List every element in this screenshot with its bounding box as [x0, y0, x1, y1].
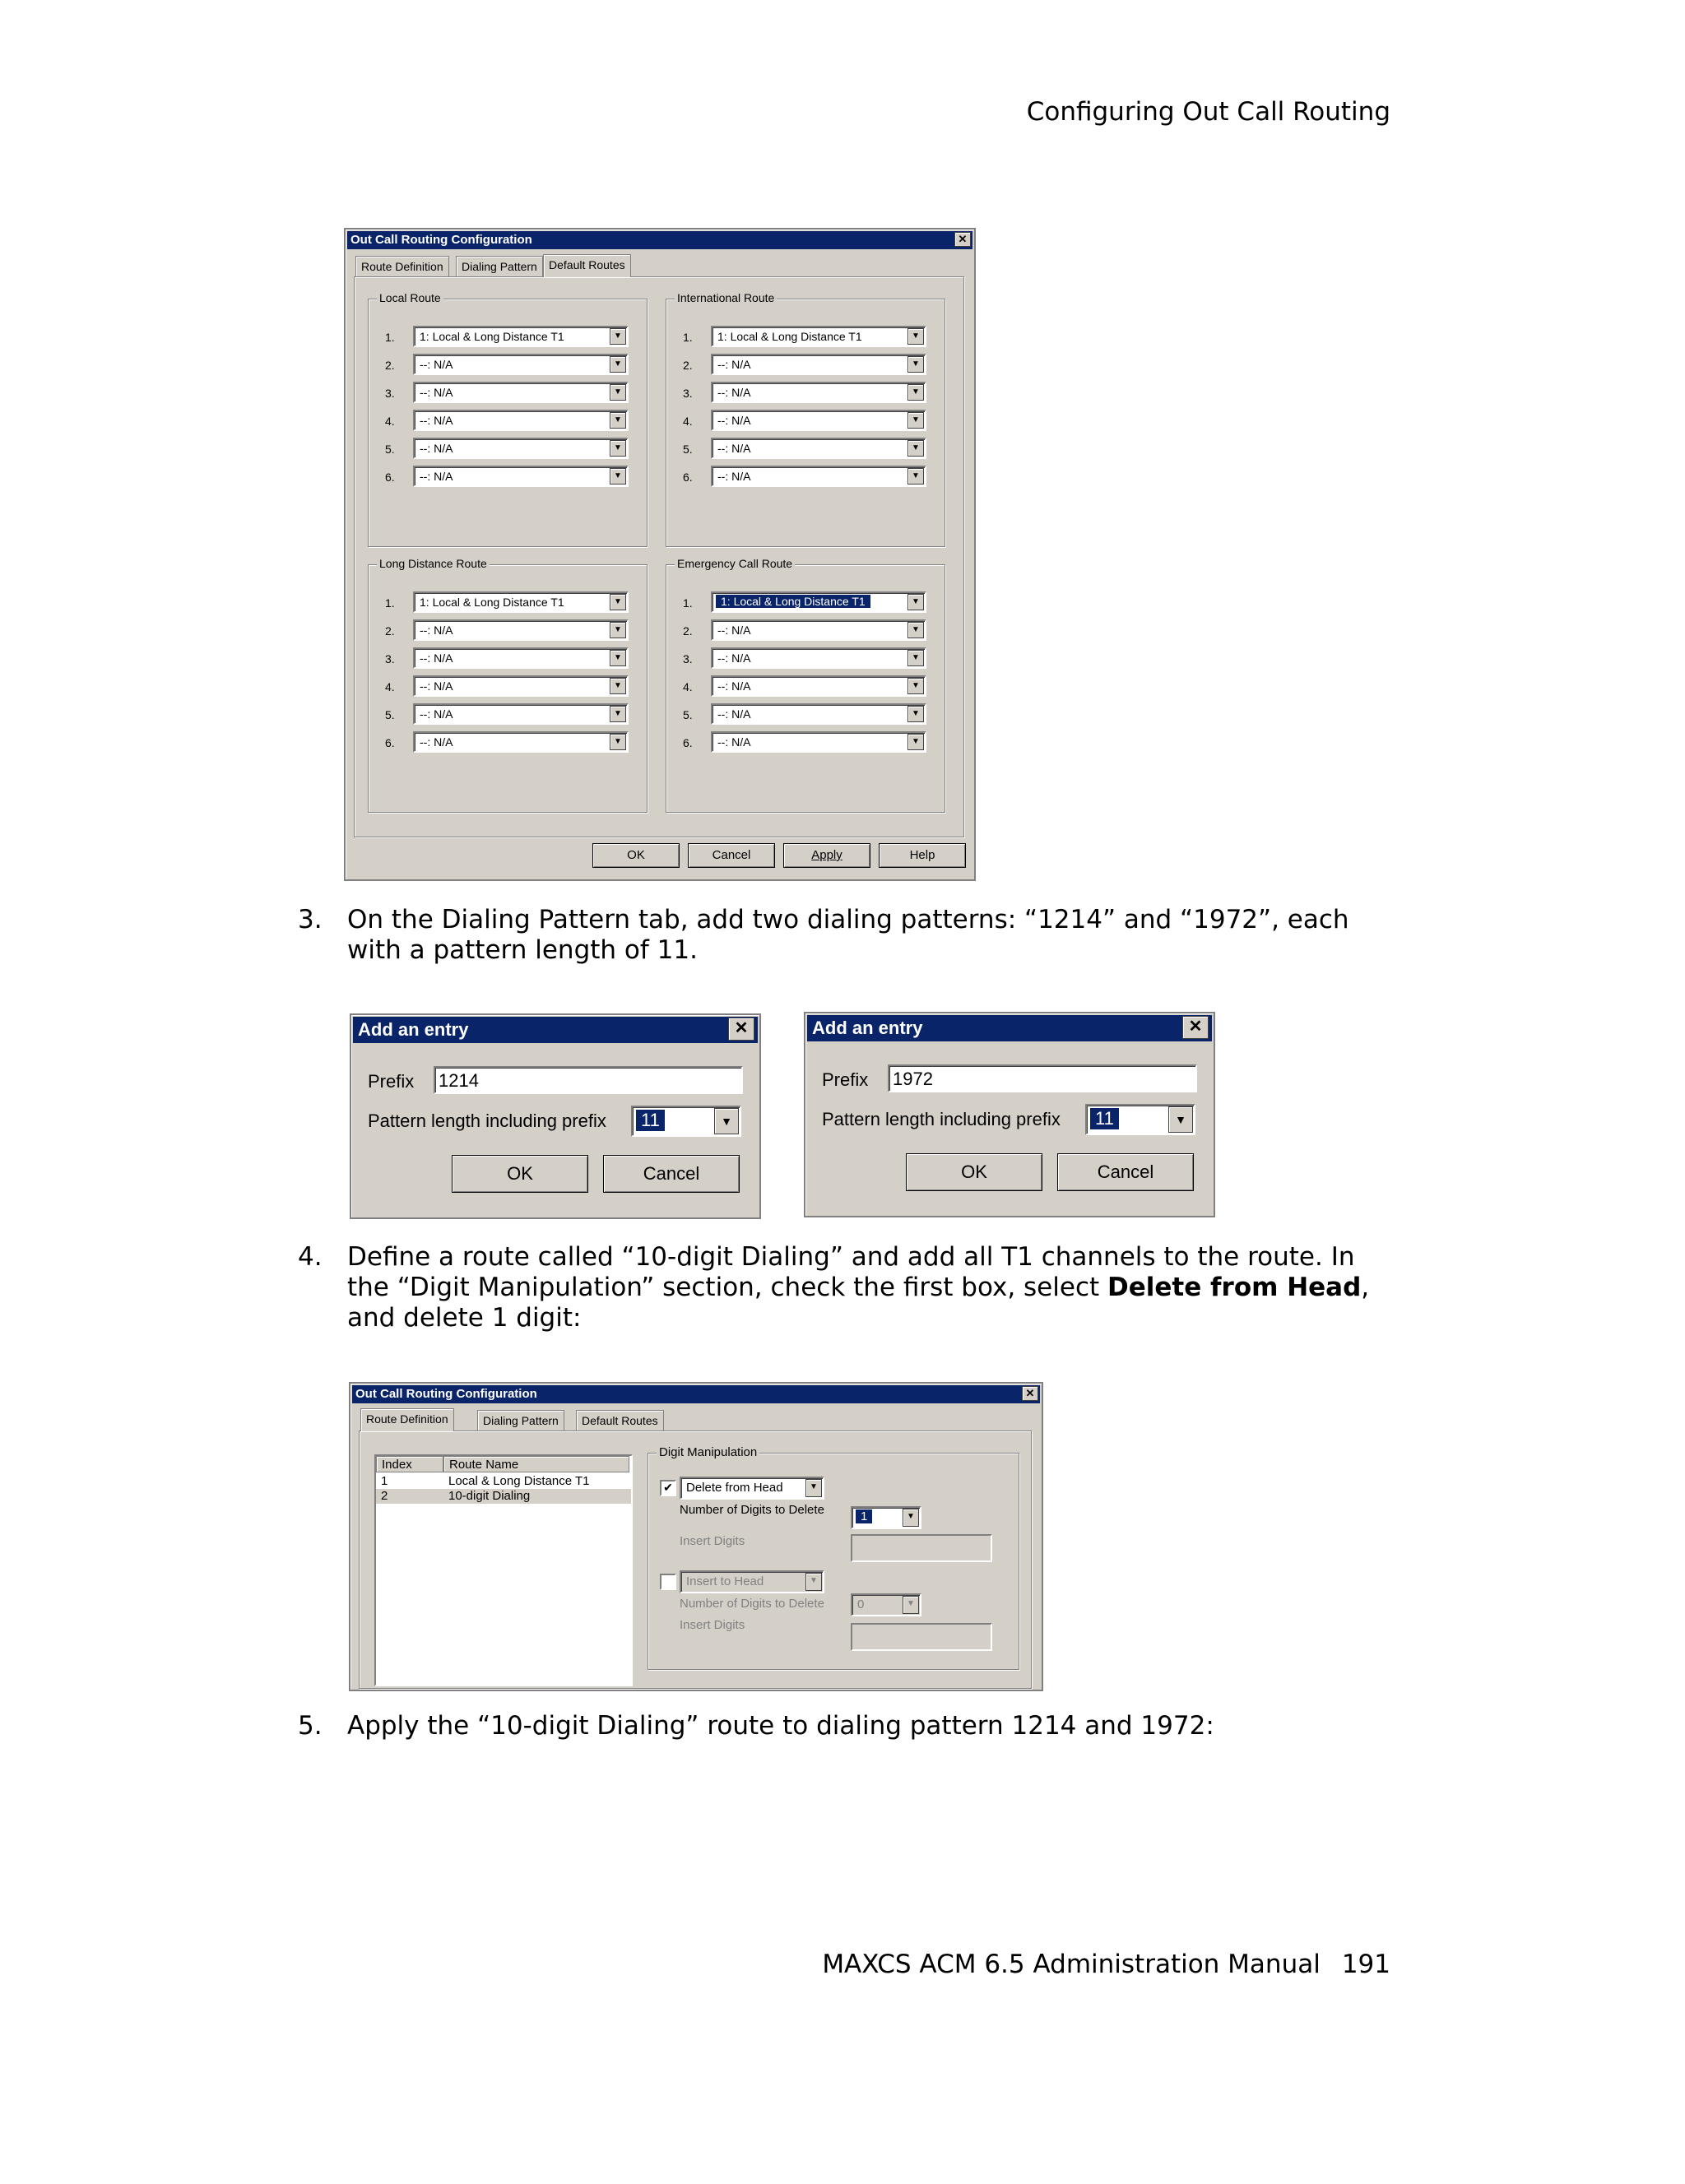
tab-strip	[354, 254, 979, 277]
chevron-down-icon[interactable]: ▼	[610, 440, 626, 457]
prefix-input[interactable]: 1972	[888, 1064, 1197, 1092]
tab-default-routes[interactable]: Default Routes	[576, 1410, 664, 1430]
route-select-value: 1: Local & Long Distance T1	[420, 596, 564, 609]
insert-digits-input-2[interactable]	[851, 1623, 992, 1651]
route-row	[369, 703, 640, 725]
chevron-down-icon[interactable]: ▼	[610, 412, 626, 429]
chevron-down-icon[interactable]: ▼	[1168, 1106, 1193, 1133]
row-route-name: 10-digit Dialing	[448, 1489, 531, 1503]
out-call-routing-dialog-route-definition	[349, 1382, 1043, 1691]
chevron-down-icon[interactable]: ▼	[907, 622, 924, 638]
chevron-down-icon[interactable]: ▼	[907, 356, 924, 373]
route-select[interactable]	[711, 354, 926, 375]
route-select[interactable]	[413, 591, 629, 613]
help-button[interactable]: Help	[879, 843, 966, 868]
row-number: 4.	[385, 680, 395, 693]
route-select-value: 1: Local & Long Distance T1	[420, 330, 564, 343]
column-header-route-name[interactable]: Route Name	[443, 1456, 629, 1472]
row-number: 3.	[683, 387, 693, 400]
insert-digits-label: Insert Digits	[680, 1618, 745, 1632]
digit-manipulation-checkbox-1[interactable]	[660, 1480, 676, 1496]
footer-title: MAXCS ACM 6.5 Administration Manual	[822, 1950, 1321, 1979]
route-select-value: --: N/A	[717, 470, 751, 483]
tab-default-routes[interactable]: Default Routes	[543, 254, 631, 277]
num-digits-select-2[interactable]	[851, 1593, 921, 1616]
route-select[interactable]	[413, 438, 629, 459]
dialog-title: Add an entry	[812, 1018, 923, 1038]
chevron-down-icon[interactable]: ▼	[903, 1509, 919, 1527]
tab-route-definition[interactable]: Route Definition	[360, 1408, 454, 1431]
row-number: 5.	[385, 443, 395, 456]
route-row	[369, 591, 640, 613]
chevron-down-icon[interactable]: ▼	[610, 328, 626, 345]
dialog-title-bar	[352, 1385, 1040, 1403]
route-select[interactable]	[413, 619, 629, 641]
route-select[interactable]	[413, 675, 629, 697]
row-number: 1.	[683, 596, 693, 610]
route-select-value: --: N/A	[420, 386, 453, 399]
route-row	[666, 675, 938, 697]
pattern-length-select[interactable]	[631, 1106, 741, 1137]
chevron-down-icon[interactable]: ▼	[610, 594, 626, 610]
route-select[interactable]	[413, 354, 629, 375]
step-text: Apply the “10-digit Dialing” route to dialing pattern 1214 and 1972:	[347, 1711, 1214, 1741]
chevron-down-icon[interactable]: ▼	[907, 468, 924, 485]
num-digits-label: Number of Digits to Delete	[680, 1597, 824, 1611]
out-call-routing-dialog-default-routes	[344, 228, 976, 881]
pattern-length-label: Pattern length including prefix	[822, 1109, 1061, 1129]
route-row	[369, 354, 640, 375]
close-icon[interactable]: ✕	[1182, 1016, 1209, 1039]
close-icon[interactable]: ✕	[1022, 1386, 1038, 1401]
row-number: 6.	[683, 736, 693, 749]
num-digits-label: Number of Digits to Delete	[680, 1503, 824, 1517]
chevron-down-icon[interactable]: ▼	[610, 622, 626, 638]
route-row	[666, 438, 938, 459]
route-row	[369, 410, 640, 431]
international-route-group	[666, 291, 945, 547]
route-select-value: --: N/A	[717, 386, 751, 399]
pattern-length-select[interactable]	[1085, 1104, 1195, 1135]
route-select-value: --: N/A	[717, 679, 751, 693]
route-row	[666, 382, 938, 403]
num-digits-select[interactable]	[851, 1506, 921, 1529]
route-select-value: --: N/A	[717, 707, 751, 721]
tab-strip	[359, 1408, 1042, 1431]
step-text-bold: Delete from Head	[1107, 1273, 1362, 1302]
group-label: Local Route	[377, 291, 443, 304]
route-select-value: --: N/A	[420, 414, 453, 427]
add-entry-dialog-1214	[350, 1013, 761, 1219]
step-text-part: Define a route called “10-digit Dialing” and add all T1 channels to the route. In the “Digit Manipulation” section, check the first box, select	[347, 1242, 1355, 1302]
chevron-down-icon[interactable]: ▼	[610, 356, 626, 373]
route-select[interactable]	[711, 591, 926, 613]
chevron-down-icon[interactable]: ▼	[907, 440, 924, 457]
chevron-down-icon[interactable]: ▼	[610, 650, 626, 666]
add-entry-dialog-1972	[804, 1012, 1215, 1217]
dialog-title-bar	[353, 1017, 758, 1043]
chevron-down-icon[interactable]: ▼	[714, 1108, 739, 1134]
dialog-title-bar	[347, 231, 972, 249]
route-row	[369, 438, 640, 459]
row-number: 3.	[385, 652, 395, 665]
route-row	[666, 703, 938, 725]
step-text	[347, 1242, 1392, 1333]
emergency-call-route-group	[666, 557, 945, 813]
prefix-label: Prefix	[368, 1071, 415, 1092]
route-select[interactable]	[711, 326, 926, 347]
step-text-part: , and delete 1 digit:	[347, 1273, 1370, 1333]
row-number: 4.	[683, 680, 693, 693]
route-select[interactable]	[413, 382, 629, 403]
pattern-length-value: 11	[636, 1110, 665, 1131]
cancel-button[interactable]: Cancel	[688, 843, 775, 868]
tab-route-definition[interactable]: Route Definition	[355, 256, 449, 276]
manipulation-mode-value: Delete from Head	[686, 1481, 783, 1495]
page-header-title: Configuring Out Call Routing	[1026, 97, 1390, 127]
route-list[interactable]	[374, 1454, 633, 1686]
manipulation-mode-select-2[interactable]	[680, 1570, 824, 1593]
insert-digits-input[interactable]	[851, 1534, 992, 1562]
route-select-value: --: N/A	[420, 442, 453, 455]
num-digits-value: 0	[857, 1597, 865, 1611]
row-number: 4.	[683, 415, 693, 428]
route-select-value: --: N/A	[717, 414, 751, 427]
route-select[interactable]	[413, 731, 629, 753]
route-row	[369, 326, 640, 347]
page-number: 191	[1341, 1950, 1390, 1979]
row-number: 1.	[385, 331, 395, 344]
route-row	[666, 619, 938, 641]
digit-manipulation-group	[648, 1445, 1019, 1670]
row-number: 6.	[385, 471, 395, 484]
ok-button[interactable]: OK	[452, 1155, 588, 1193]
route-row	[369, 382, 640, 403]
column-header-index[interactable]: Index	[376, 1456, 443, 1472]
close-icon[interactable]: ✕	[728, 1018, 754, 1041]
route-select[interactable]	[711, 675, 926, 697]
chevron-down-icon[interactable]: ▼	[907, 650, 924, 666]
chevron-down-icon[interactable]: ▼	[903, 1596, 919, 1614]
route-row	[369, 619, 640, 641]
route-select[interactable]	[711, 647, 926, 669]
route-row	[369, 647, 640, 669]
route-select[interactable]	[413, 647, 629, 669]
num-digits-value: 1	[856, 1509, 872, 1523]
route-row	[666, 466, 938, 487]
route-select-value: --: N/A	[717, 358, 751, 371]
long-distance-route-group	[368, 557, 648, 813]
route-row	[666, 647, 938, 669]
route-row	[666, 326, 938, 347]
route-select[interactable]	[413, 466, 629, 487]
step-number: 5.	[298, 1711, 323, 1741]
step-text: On the Dialing Pattern tab, add two dialing patterns: “1214” and “1972”, each with a pattern length of 11.	[347, 905, 1349, 965]
route-row	[369, 731, 640, 753]
prefix-input[interactable]: 1214	[434, 1066, 743, 1094]
manipulation-mode-select-1[interactable]	[680, 1477, 824, 1500]
group-label: Digit Manipulation	[657, 1445, 759, 1459]
apply-label: Apply	[811, 848, 842, 862]
row-number: 5.	[683, 708, 693, 721]
dialog-title: Out Call Routing Configuration	[350, 233, 532, 247]
step-number: 4.	[298, 1242, 323, 1272]
route-select-value: --: N/A	[717, 651, 751, 665]
route-row	[666, 731, 938, 753]
cancel-button[interactable]: Cancel	[1057, 1153, 1194, 1191]
group-label: Long Distance Route	[377, 557, 490, 570]
apply-button[interactable]	[783, 843, 870, 868]
group-label: International Route	[675, 291, 777, 304]
manipulation-mode-value: Insert to Head	[686, 1574, 764, 1588]
row-number: 5.	[385, 708, 395, 721]
route-select-value: --: N/A	[420, 651, 453, 665]
row-route-name: Local & Long Distance T1	[448, 1474, 590, 1488]
dialog-title-bar	[807, 1015, 1212, 1041]
route-select-value: --: N/A	[420, 358, 453, 371]
ok-button[interactable]: OK	[906, 1153, 1042, 1191]
chevron-down-icon[interactable]: ▼	[610, 706, 626, 722]
route-select-value: --: N/A	[717, 442, 751, 455]
row-index: 2	[381, 1489, 388, 1503]
table-row[interactable]	[376, 1474, 631, 1489]
row-number: 3.	[683, 652, 693, 665]
tab-panel	[354, 276, 964, 837]
route-select-value: 1: Local & Long Distance T1	[717, 330, 862, 343]
row-number: 2.	[385, 359, 395, 372]
row-number: 2.	[385, 624, 395, 638]
pattern-length-value: 11	[1090, 1108, 1119, 1129]
route-row	[666, 410, 938, 431]
local-route-group	[368, 291, 648, 547]
page-footer	[822, 1950, 1390, 1979]
route-select-value: --: N/A	[420, 470, 453, 483]
chevron-down-icon[interactable]: ▼	[907, 678, 924, 694]
chevron-down-icon[interactable]: ▼	[610, 468, 626, 485]
route-select[interactable]	[711, 731, 926, 753]
chevron-down-icon[interactable]: ▼	[907, 384, 924, 401]
route-select[interactable]	[413, 326, 629, 347]
cancel-button[interactable]: Cancel	[603, 1155, 740, 1193]
step-number: 3.	[298, 905, 323, 934]
chevron-down-icon[interactable]: ▼	[907, 412, 924, 429]
route-select-value: --: N/A	[717, 735, 751, 749]
chevron-down-icon[interactable]: ▼	[805, 1573, 822, 1591]
route-select-value: --: N/A	[420, 707, 453, 721]
route-select-value: --: N/A	[420, 679, 453, 693]
route-row	[666, 591, 938, 613]
route-select[interactable]	[413, 410, 629, 431]
route-row	[369, 466, 640, 487]
row-number: 5.	[683, 443, 693, 456]
row-number: 6.	[683, 471, 693, 484]
chevron-down-icon[interactable]: ▼	[907, 328, 924, 345]
route-select-value: 1: Local & Long Distance T1	[716, 595, 870, 608]
prefix-label: Prefix	[822, 1069, 869, 1090]
tab-panel	[359, 1430, 1032, 1689]
route-select[interactable]	[413, 703, 629, 725]
route-row	[666, 354, 938, 375]
table-row[interactable]	[376, 1489, 631, 1504]
route-select[interactable]	[711, 382, 926, 403]
route-select-value: --: N/A	[420, 624, 453, 637]
tab-dialing-pattern[interactable]: Dialing Pattern	[477, 1410, 564, 1430]
close-icon[interactable]: ✕	[954, 232, 971, 247]
chevron-down-icon[interactable]: ▼	[907, 734, 924, 750]
route-select[interactable]	[711, 438, 926, 459]
insert-digits-label: Insert Digits	[680, 1534, 745, 1548]
route-select[interactable]	[711, 619, 926, 641]
row-index: 1	[381, 1474, 388, 1488]
chevron-down-icon[interactable]: ▼	[610, 384, 626, 401]
dialog-title: Out Call Routing Configuration	[355, 1387, 537, 1401]
row-number: 4.	[385, 415, 395, 428]
chevron-down-icon[interactable]: ▼	[907, 594, 924, 610]
chevron-down-icon[interactable]: ▼	[907, 706, 924, 722]
tab-dialing-pattern[interactable]: Dialing Pattern	[456, 256, 543, 276]
route-select[interactable]	[711, 466, 926, 487]
ok-button[interactable]: OK	[592, 843, 680, 868]
row-number: 1.	[385, 596, 395, 610]
row-number: 3.	[385, 387, 395, 400]
route-select-value: --: N/A	[717, 624, 751, 637]
chevron-down-icon[interactable]: ▼	[610, 678, 626, 694]
dialog-title: Add an entry	[358, 1019, 469, 1040]
row-number: 1.	[683, 331, 693, 344]
route-select[interactable]	[711, 410, 926, 431]
route-select[interactable]	[711, 703, 926, 725]
route-select-value: --: N/A	[420, 735, 453, 749]
row-number: 6.	[385, 736, 395, 749]
row-number: 2.	[683, 624, 693, 638]
route-row	[369, 675, 640, 697]
row-number: 2.	[683, 359, 693, 372]
check-icon: ✔	[663, 1481, 673, 1494]
chevron-down-icon[interactable]: ▼	[610, 734, 626, 750]
chevron-down-icon[interactable]: ▼	[805, 1479, 822, 1497]
digit-manipulation-checkbox-2[interactable]	[660, 1574, 676, 1590]
group-label: Emergency Call Route	[675, 557, 795, 570]
pattern-length-label: Pattern length including prefix	[368, 1111, 606, 1131]
